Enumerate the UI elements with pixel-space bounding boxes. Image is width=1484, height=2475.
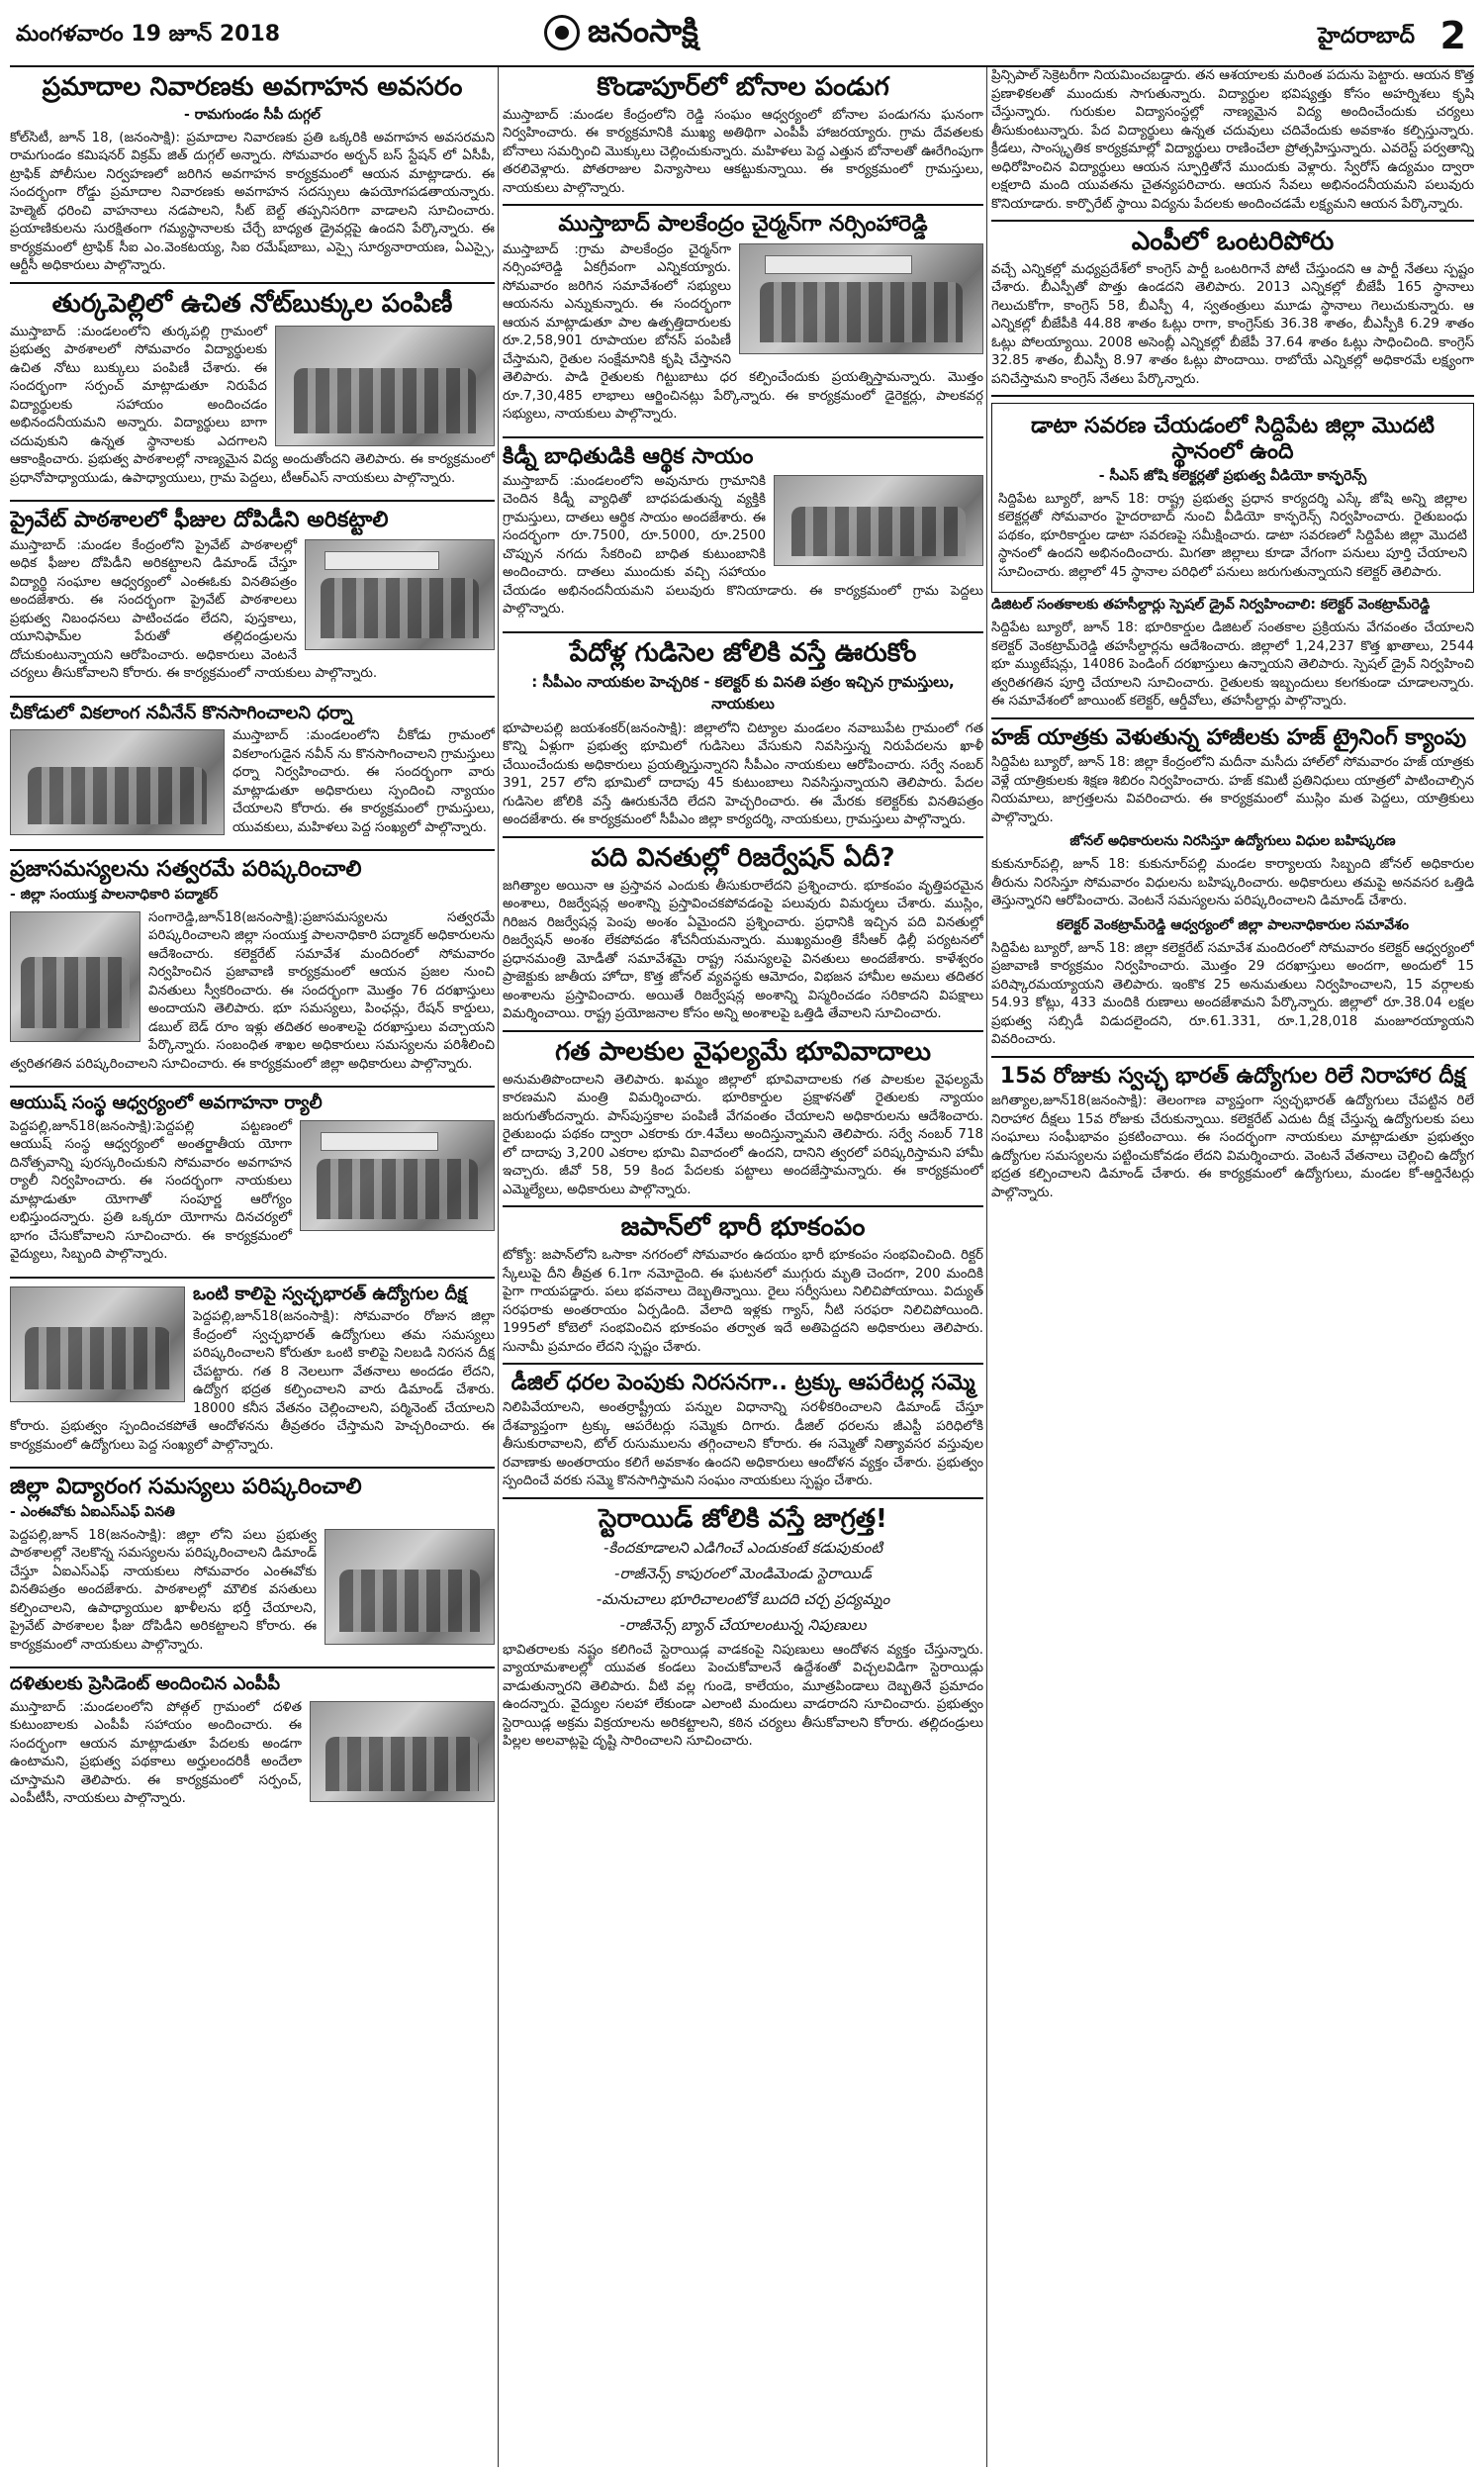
article-headline: ప్రైవేట్ పాఠశాలలో ఫీజుల దోపిడీని అరికట్టాలి — [10, 508, 389, 533]
article-headline: గత పాలకుల వైఫల్యమే భూవివాదాలు — [555, 1036, 931, 1067]
divider — [503, 631, 983, 633]
article-kicker: - జిల్లా సంయుక్త పాలనాధికారి పద్మాకర్ — [10, 886, 219, 903]
article-subhead: కలెక్టర్ వెంకట్రామ్‌రెడ్డి ఆధ్వర్యంలో జిల్లా పాలనాధికారుల సమావేశం — [1057, 916, 1409, 933]
article-body: పెద్దపల్లి,జూన్18(జనంసాక్షి):పెద్దపల్లి పట్టణంలో ఆయుష్ సంస్థ ఆధ్వర్యంలో అంతర్జాతీయ యోగా దినోత్సవాన్ని పురస్కరించుకుని సోమవారం అవగాహన ర్యాలీ నిర్వహించారు. ఈ సందర్భంగా నాయకులు మాట్లాడుతూ యోగాతో సంపూర్ణ ఆరోగ్యం లభిస్తుందన్నారు. ప్రతి ఒక్కరూ యోగాను దినచర్యలో భాగం చేసుకోవాలని సూచించారు. ఈ కార్యక్రమంలో వైద్యులు, సిబ్బంది పాల్గొన్నారు. — [10, 1118, 292, 1263]
article-body: ముస్తాబాద్ :గ్రామ పాలకేంద్రం చైర్మన్‌గా నర్సింహారెడ్డి ఏకగ్రీవంగా ఎన్నికయ్యారు. సోమవారం జరిగిన సమావేశంలో సభ్యులు ఆయనను ఎన్నుకున్నారు. ఈ సందర్భంగా ఆయన మాట్లాడుతూ పాల ఉత్పత్తిదారులకు రూ.2,58,901 రూపాయల బోనస్ పంపిణీ చేస్తామని, రైతుల సంక్షేమానికి కృషి చేస్తానని తెలిపారు. పాడి రైతులకు గిట్టుబాటు ధర కల్పించేందుకు ప్రయత్నిస్తామన్నారు. మొత్తం రూ.7,30,485 లాభాలు ఆర్జించినట్లు పేర్కొన్నారు. ఈ కార్యక్రమంలో డైరెక్టర్లు, పాలకవర్గ సభ్యులు, నాయకులు పాల్గొన్నారు. — [503, 241, 983, 423]
news-photo — [310, 1701, 495, 1802]
article-kicker: - ఎంఈవోకు ఏఐఎస్ఎఫ్ వినతి — [10, 1503, 175, 1520]
divider — [503, 1030, 983, 1032]
article-headline: దళితులకు ప్రెసిడెంట్ అందించిన ఎంపీపీ — [10, 1673, 281, 1695]
article-body: జగిత్యాల అయినా ఆ ప్రస్తావన ఎందుకు తీసుకురాలేదని ప్రశ్నించారు. భూకంపం వృత్తిపరమైన అంశాలు, రిజర్వేషన్ల అంశాన్ని ప్రస్తావించకపోవడంపై పలువురు విమర్శలు చేశారు. ముస్లిం, గిరిజన రిజర్వేషన్ల పెంపు అంశం ఏమైందని ప్రశ్నించారు. ప్రధానికి ఇచ్చిన పది వినతుల్లో రిజర్వేషన్ అంశం లేకపోవడం శోచనీయమన్నారు. ముఖ్యమంత్రి కేసీఆర్ ఢిల్లీ పర్యటనలో ప్రధానమంత్రి మోడీతో సమావేశమై రాష్ట్ర సమస్యలపై వినతులు అందజేశారు. కాళేశ్వరం ప్రాజెక్టుకు జాతీయ హోదా, కొత్త జోనల్ వ్యవస్థకు ఆమోదం, విభజన హామీల అమలు తదితర అంశాలను ప్రస్తావించారు. అయితే రిజర్వేషన్ల అంశాన్ని విస్మరించడం సరికాదని విపక్షాలు విమర్శించాయి. రాష్ట్ర ప్రయోజనాల కోసం అన్ని అంశాలపై ఒత్తిడి తేవాలని సూచించారు. — [503, 878, 983, 1022]
edition-city: హైదరాబాద్ — [1318, 24, 1415, 48]
news-photo — [10, 1286, 185, 1402]
news-photo — [10, 729, 225, 835]
article-body: సిద్దిపేట బ్యూరో, జూన్ 18: రాష్ట్ర ప్రభుత్వ ప్రధాన కార్యదర్శి ఎస్కే జోషి అన్ని జిల్లాల కలెక్టర్లతో సోమవారం హైదరాబాద్ నుంచి వీడియో కాన్ఫరెన్స్ నిర్వహించారు. రైతుబంధు పథకం, భూరికార్డుల డాటా సవరణపై సమీక్షించారు. డాటా సవరణలో సిద్దిపేట జిల్లా మొదటి స్థానంలో ఉందని అభినందించారు. మిగతా జిల్లాలు కూడా వేగంగా పనులు పూర్తి చేయాలని సూచించారు. జిల్లాలో 45 స్థానాల పరిధిలో పనులు జరుగుతున్నాయని కలెక్టర్ తెలిపారు. — [998, 491, 1467, 580]
masthead — [10, 8, 1474, 67]
newspaper-logo — [544, 12, 698, 57]
article-headline: ఒంటి కాలిపై స్వచ్ఛభారత్ ఉద్యోగుల దీక్ష — [193, 1283, 467, 1304]
article-body: వచ్చే ఎన్నికల్లో మధ్యప్రదేశ్‌లో కాంగ్రెస్ పార్టీ ఒంటరిగానే పోటీ చేస్తుందని ఆ పార్టీ నేతలు స్పష్టం చేశారు. బీఎస్పీతో పొత్తు ఉండదని తెలిపారు. 2013 ఎన్నికల్లో బీజేపీ 165 స్థానాలు గెలుచుకోగా, కాంగ్రెస్ 58, బీఎస్పీ 4, స్వతంత్రులు మూడు స్థానాలు గెలుచుకున్నారు. ఆ ఎన్నికల్లో బీజేపీకి 44.88 శాతం ఓట్లు రాగా, కాంగ్రెస్‌కు 36.38 శాతం, బీఎస్పీకి 6.29 శాతం ఓట్లు పోలయ్యాయి. 2008 అసెంబ్లీ ఎన్నికల్లో బీజేపీ 37.64 శాతం ఓట్లు సాధించింది. కాంగ్రెస్ 32.85 శాతం, బీఎస్పీ 8.97 శాతం ఓట్లు పొందాయి. రాబోయే ఎన్నికల్లో అధికారమే లక్ష్యంగా పనిచేస్తామని కాంగ్రెస్ నేతలు పేర్కొన్నారు. — [991, 261, 1474, 387]
article-headline: ప్రజాసమస్యలను సత్వరమే పరిష్కరించాలి — [10, 857, 362, 883]
divider — [503, 436, 983, 438]
news-photo — [275, 326, 495, 446]
divider — [991, 717, 1474, 719]
article-kicker: - సీఎస్ జోషి కలెక్టర్లతో ప్రభుత్వ వీడియో కాన్ఫరెన్స్ — [1098, 467, 1367, 484]
article-body: భూపాలపల్లి జయశంకర్(జనంసాక్షి): జిల్లాలోని చిట్యాల మండలం నవాబుపేట గ్రామంలో గత కొన్ని ఏళ్లుగా ప్రభుత్వ భూమిలో గుడిసెలు వేసుకుని నివసిస్తున్న నిరుపేదలను ఖాళీ చేయించేందుకు అధికారులు ప్రయత్నిస్తున్నారని సీపీఎం నాయకులు ఆరోపించారు. సర్వే నంబర్ 391, 257 లోని భూమిలో దాదాపు 45 కుటుంబాలు నివసిస్తున్నాయని తెలిపారు. పేదల గుడిసెల జోలికి వస్తే ఊరుకునేది లేదని హెచ్చరించారు. ఈ మేరకు కలెక్టర్‌కు వినతిపత్రం అందజేశారు. ఈ కార్యక్రమంలో సీపీఎం జిల్లా కార్యదర్శి, నాయకులు, గ్రామస్తులు పాల్గొన్నారు. — [503, 720, 983, 828]
article-body: ముస్తాబాద్ :మండలంలోని చీకోడు గ్రామంలో వికలాంగుడైన నవీన్ ను కొనసాగించాలని గ్రామస్తులు ధర్నా నిర్వహించారు. ఈ సందర్భంగా వారు మాట్లాడుతూ అధికారులు స్పందించి న్యాయం చేయాలని కోరారు. ఈ కార్యక్రమంలో గ్రామస్తులు, యువకులు, మహిళలు పెద్ద సంఖ్యలో పాల్గొన్నారు. — [232, 728, 495, 835]
article-headline: హజ్ యాత్రకు వెళుతున్న హాజీలకు హజ్ ట్రైనింగ్ క్యాంపు — [991, 724, 1467, 750]
news-photo — [10, 911, 140, 1042]
divider — [503, 836, 983, 838]
news-photo — [774, 475, 983, 566]
divider — [503, 1497, 983, 1499]
article-subhead: జోనల్ అధికారులను నిరసిస్తూ ఉద్యోగులు విధుల బహిష్కరణ — [1069, 833, 1396, 850]
article-headline: పేదోళ్ల గుడిసెల జోలికి వస్తే ఊరుకోం — [569, 637, 917, 668]
divider — [10, 282, 495, 284]
article-kicker: - రామగుండం సీపీ దుగ్గల్ — [184, 106, 321, 123]
article-body: నిలిపివేయాలని, అంతర్రాష్ట్రీయ పన్నుల విధానాన్ని సరళీకరించాలని డిమాండ్ చేస్తూ దేశవ్యాప్తంగా ట్రక్కు ఆపరేటర్లు సమ్మెకు దిగారు. డీజిల్ ధరలను జీఎస్టీ పరిధిలోకి తీసుకురావాలని, టోల్ రుసుములను తగ్గించాలని కోరారు. ఈ సమ్మెతో నిత్యావసర వస్తువుల రవాణాకు అంతరాయం కలిగే అవకాశం ఉందని అధికారులు ఆందోళన వ్యక్తం చేశారు. ప్రభుత్వం స్పందించే వరకు సమ్మె కొనసాగిస్తామని సంఘం నాయకులు స్పష్టం చేశారు. — [503, 1400, 983, 1489]
article-headline: 15వ రోజుకు స్వచ్ఛ భారత్ ఉద్యోగుల రిలే నిరాహార దీక్ష — [999, 1063, 1466, 1089]
article-headline: ప్రమాదాల నివారణకు అవగాహన అవసరం — [42, 72, 463, 102]
news-photo — [739, 243, 983, 354]
article-headline: పది వినతుల్లో రిజర్వేషన్ ఏదీ? — [591, 842, 895, 873]
article-headline: డీజిల్ ధరల పెంపుకు నిరసనగా.. ట్రక్కు ఆపరేటర్ల సమ్మె — [510, 1371, 975, 1396]
column-1 — [10, 67, 495, 2467]
news-photo — [300, 1120, 495, 1231]
article-headline: డాటా సవరణ చేయడంలో సిద్దిపేట జిల్లా మొదటి స్థానంలో ఉంది — [1031, 414, 1435, 464]
article-body: కోల్‌సిటీ, జూన్ 18, (జనంసాక్షి): ప్రమాదాల నివారణకు ప్రతి ఒక్కరికి అవగాహన అవసరమని రామగుండం కమిషనర్ విక్రమ్ జిత్ దుగ్గల్ అన్నారు. సోమవారం అర్బన్ బస్ స్టేషన్ లో ఏసీపీ, ట్రాఫిక్ పోలీసుల నిర్వహణలో జరిగిన అవగాహన కార్యక్రమంలో ఆయన మాట్లాడారు. ఈ సందర్భంగా రోడ్డు ప్రమాదాల నివారణకు అవగాహన సదస్సులు ఉపయోగపడతాయన్నారు. హెల్మెట్ ధరించి వాహనాలు నడపాలని, సీట్ బెల్ట్ తప్పనిసరిగా వాడాలని సూచించారు. ప్రయాణికులను సురక్షితంగా గమ్యస్థానాలకు చేర్చే బాధ్యత డ్రైవర్లపై ఉందని పేర్కొన్నారు. ఈ కార్యక్రమంలో ట్రాఫిక్ సీఐ ఎం.వెంకటయ్య, సిఐ రమేష్‌బాబు, ఎస్సై సూర్యనారాయణ, ఏఎస్సై, ఆర్టీసీ అధికారులు పాల్గొన్నారు. — [10, 130, 495, 274]
article-body: పెద్దపల్లి,జూన్ 18(జనంసాక్షి): జిల్లా లోని పలు ప్రభుత్వ పాఠశాలల్లో నెలకొన్న సమస్యలను పరిష్కరించాలని డిమాండ్ చేస్తూ ఏఐఎస్ఎఫ్ నాయకులు సోమవారం ఎంఈవోకు వినతిపత్రం అందజేశారు. పాఠశాలల్లో మౌలిక వసతులు కల్పించాలని, ఉపాధ్యాయుల ఖాళీలను భర్తీ చేయాలని, ప్రైవేట్ పాఠశాలల ఫీజు దోపిడీని అరికట్టాలని కోరారు. ఈ కార్యక్రమంలో నాయకులు పాల్గొన్నారు. — [10, 1527, 317, 1653]
article-headline: ఎంపీలో ఒంటరిపోరు — [1131, 227, 1335, 256]
divider — [503, 1363, 983, 1365]
article-headline: తుర్కపెల్లిలో ఉచిత నోట్‌బుక్కుల పంపిణీ — [51, 288, 453, 319]
article-headline: జపాన్‌లో భారీ భూకంపం — [620, 1212, 866, 1243]
columns — [10, 67, 1474, 2467]
column-divider — [986, 67, 987, 2467]
divider — [10, 1467, 495, 1469]
article-body: సిద్దిపేట బ్యూరో, జూన్ 18: భూరికార్డుల డిజిటల్ సంతకాల ప్రక్రియను వేగవంతం చేయాలని కలెక్టర్ వెంకట్రామ్‌రెడ్డి తహసీల్దార్లను ఆదేశించారు. జిల్లాలో 1,24,237 కొత్త ఖాతాలు, 2544 భూ మ్యుటేషన్లు, 14086 పెండింగ్ దరఖాస్తులు ఉన్నాయని తెలిపారు. స్పెషల్ డ్రైవ్ నిర్వహించి త్వరితగతిన పూర్తి చేయాలని సూచించారు. రైతులకు ఇబ్బందులు కలగకుండా చూడాలన్నారు. ఈ సమావేశంలో జాయింట్ కలెక్టర్, ఆర్డీవోలు, తహసీల్దార్లు పాల్గొన్నారు. — [991, 620, 1474, 710]
boxed-article — [991, 403, 1474, 593]
divider — [10, 1666, 495, 1668]
article-body: ముస్తాబాద్ :మండలంలోని తుర్కపల్లి గ్రామంలో ప్రభుత్వ పాఠశాలలో సోమవారం విద్యార్థులకు ఉచిత నోటు బుక్కులు పంపిణీ చేశారు. ఈ సందర్భంగా సర్పంచ్ మాట్లాడుతూ నిరుపేద విద్యార్థులకు సహాయం అందించడం అభినందనీయమని అన్నారు. విద్యార్థులు బాగా చదువుకుని ఉన్నత స్థానాలకు ఎదగాలని ఆకాంక్షించారు. ప్రభుత్వ పాఠశాలల్లో నాణ్యమైన విద్య అందుతోందని తెలిపారు. ఈ కార్యక్రమంలో ప్రధానోపాధ్యాయుడు, ఉపాధ్యాయులు, గ్రామ పెద్దలు, టీఆర్ఎస్ నాయకులు పాల్గొన్నారు. — [10, 324, 495, 486]
divider — [10, 696, 495, 698]
article-dek: -రాజీనెన్స్ బ్యాన్ చేయాలంటున్న నిపుణులు — [619, 1615, 867, 1634]
article-headline: జిల్లా విద్యారంగ సమస్యలు పరిష్కరించాలి — [10, 1475, 362, 1500]
sun-logo-icon — [544, 15, 580, 50]
article-body: ప్రిన్సిపాల్ సెక్రెటరీగా నియమించబడ్డారు. తన ఆశయాలకు మరింత పదును పెట్టారు. ఆయన కొత్త ప్రణాళికలతో ముందుకు సాగుతున్నారు. విద్యార్థుల భవిష్యత్తు కోసం అహర్నిశలు కృషి చేస్తున్నారు. గురుకుల విద్యాసంస్థల్లో నాణ్యమైన విద్య అందించేందుకు చర్యలు తీసుకుంటున్నారు. పేద విద్యార్థులు ఉన్నత చదువులు చదివేందుకు అవకాశం కల్పిస్తున్నారు. క్రీడలు, సాంస్కృతిక కార్యక్రమాల్లో విద్యార్థులు రాణించేలా ప్రోత్సహిస్తున్నారు. ఎవరెస్ట్ పర్వతాన్ని అధిరోహించిన విద్యార్థులు ఆయన స్ఫూర్తితోనే ముందుకు వెళ్లారు. స్వేరోస్ ఉద్యమం ద్వారా లక్షలాది మంది యువతను చైతన్యపరిచారు. ఆయన సేవలు అభినందనీయమని పలువురు కొనియాడారు. కార్పొరేట్ స్థాయి విద్యను పేదలకు అందించడమే లక్ష్యమని ఆయన పేర్కొన్నారు. — [991, 68, 1474, 212]
article-body: సంగారెడ్డి,జూన్18(జనంసాక్షి):ప్రజాసమస్యలను సత్వరమే పరిష్కరించాలని జిల్లా సంయుక్త పాలనాధికారి పద్మాకర్ అధికారులను ఆదేశించారు. కలెక్టరేట్ సమావేశ మందిరంలో సోమవారం నిర్వహించిన ప్రజావాణి కార్యక్రమంలో ఆయన ప్రజల నుంచి వినతులు స్వీకరించారు. ఈ సందర్భంగా మొత్తం 76 దరఖాస్తులు అందాయని తెలిపారు. భూ సమస్యలు, పింఛన్లు, రేషన్ కార్డులు, డబుల్ బెడ్ రూం ఇళ్లు తదితర అంశాలపై దరఖాస్తులు వచ్చాయని పేర్కొన్నారు. సంబంధిత శాఖల అధికారులు సమస్యలను పరిశీలించి త్వరితగతిన పరిష్కరించాలని సూచించారు. ఈ కార్యక్రమంలో జిల్లా అధికారులు పాల్గొన్నారు. — [10, 909, 495, 1072]
divider — [10, 1086, 495, 1088]
article-subhead: డిజిటల్ సంతకాలకు తహసీల్దార్లు స్పెషల్ డ్రైవ్ నిర్వహించాలి: కలెక్టర్ వెంకట్రామ్‌రెడ్డి — [991, 597, 1431, 614]
divider — [991, 220, 1474, 222]
article-dek: -మనుచాలు భూరిచాలంటోకే బుదది చర్చ ప్రద్యమ్నం — [596, 1589, 890, 1608]
article-body: ముస్తాబాద్ :మండలంలోని అవునూరు గ్రామానికి చెందిన కిడ్నీ వ్యాధితో బాధపడుతున్న వ్యక్తికి గ్రామస్తులు, దాతలు ఆర్థిక సాయం అందజేశారు. ఈ సందర్భంగా రూ.7500, రూ.5000, రూ.2500 చొప్పున నగదు సేకరించి బాధిత కుటుంబానికి అందించారు. దాతలు ముందుకు వచ్చి సహాయం చేయడం అభినందనీయమని పలువురు కొనియాడారు. ఈ కార్యక్రమంలో గ్రామ పెద్దలు పాల్గొన్నారు. — [503, 473, 983, 618]
news-photo — [325, 1529, 495, 1645]
article-headline: కిడ్నీ బాధితుడికి ఆర్థిక సాయం — [503, 443, 754, 469]
article-body: భావితరాలకు నష్టం కలిగించే స్టెరాయిడ్ల వాడకంపై నిపుణులు ఆందోళన వ్యక్తం చేస్తున్నారు. వ్యాయామశాలల్లో యువత కండలు పెంచుకోవాలనే ఉద్దేశంతో విచ్చలవిడిగా స్టెరాయిడ్లు వాడుతున్నారని తెలిపారు. వీటి వల్ల గుండె, కాలేయం, మూత్రపిండాలు దెబ్బతినే ప్రమాదం ఉందన్నారు. వైద్యుల సలహా లేకుండా ఎలాంటి మందులు వాడరాదని సూచించారు. ప్రభుత్వం స్టెరాయిడ్ల అక్రమ విక్రయాలను అరికట్టాలని, కఠిన చర్యలు తీసుకోవాలని కోరారు. తల్లిదండ్రులు పిల్లల అలవాట్లపై దృష్టి సారించాలని సూచించారు. — [503, 1642, 983, 1750]
article-body: సిద్దిపేట బ్యూరో, జూన్ 18: జిల్లా కేంద్రంలోని మదీనా మసీదు హాల్‌లో సోమవారం హజ్ యాత్రకు వెళ్లే యాత్రికులకు శిక్షణ శిబిరం నిర్వహించారు. హజ్ కమిటీ ప్రతినిధులు యాత్రలో పాటించాల్సిన నియమాలు, జాగ్రత్తలను వివరించారు. ఈ కార్యక్రమంలో ముస్లిం మత పెద్దలు, యాత్రికులు పాల్గొన్నారు. — [991, 755, 1474, 825]
article-dek: -రాజీనెన్స్ కాపురంలో మెండిమెండు స్టెరాయిడ్ — [614, 1564, 872, 1582]
article-headline: చీకోడులో వికలాంగ నవీనేన్ కొనసాగించాలని ధర్నా — [10, 702, 353, 723]
column-3 — [991, 67, 1474, 2467]
issue-date: మంగళవారం 19 జూన్ 2018 — [16, 22, 281, 47]
news-photo — [305, 539, 495, 650]
logo-text: జనంసాక్షి — [588, 12, 698, 49]
article-body: ముస్తాబాద్ :మండలంలోని పోత్గల్ గ్రామంలో దళిత కుటుంబాలకు ఎంపీపీ సహాయం అందించారు. ఈ సందర్భంగా ఆయన మాట్లాడుతూ పేదలకు అండగా ఉంటామని, ప్రభుత్వ పథకాలు అర్హులందరికీ అందేలా చూస్తామని తెలిపారు. ఈ కార్యక్రమంలో సర్పంచ్, ఎంపీటీసీ, నాయకులు పాల్గొన్నారు. — [10, 1699, 302, 1807]
article-body: కుకునూర్‌పల్లి, జూన్ 18: కుకునూర్‌పల్లి మండల కార్యాలయ సిబ్బంది జోనల్ అధికారుల తీరును నిరసిస్తూ సోమవారం విధులను బహిష్కరించారు. అధికారులు తమపై అనవసర ఒత్తిడి తెస్తున్నారని ఆరోపించారు. వెంటనే సమస్యలను పరిష్కరించాలని డిమాండ్ చేశారు. — [991, 857, 1474, 909]
divider — [10, 849, 495, 851]
article-body: ముస్తాబాద్ :మండల కేంద్రంలోని ప్రైవేట్ పాఠశాలల్లో అధిక ఫీజుల దోపిడీని అరికట్టాలని డిమాండ్ చేస్తూ విద్యార్థి సంఘాల ఆధ్వర్యంలో ఎంఈఓకు వినతిపత్రం అందజేశారు. ఈ సందర్భంగా ప్రైవేట్ పాఠశాలలు ప్రభుత్వ నిబంధనలు పాటించడం లేదని, పుస్తకాలు, యూనిఫామ్‌ల పేరుతో తల్లిదండ్రులను దోచుకుంటున్నాయని ఆరోపించారు. అధికారులు వెంటనే చర్యలు తీసుకోవాలని కోరారు. ఈ కార్యక్రమంలో నాయకులు పాల్గొన్నారు. — [10, 537, 378, 682]
divider — [503, 1205, 983, 1207]
article-headline: స్టెరాయిడ్ జోలికి వస్తే జాగ్రత్త! — [599, 1503, 887, 1534]
column-divider — [498, 67, 499, 2467]
page-number: 2 — [1439, 14, 1466, 57]
article-body: అనుమతిపొందాలని తెలిపారు. ఖమ్మం జిల్లాలో భూవివాదాలకు గత పాలకుల వైఫల్యమే కారణమని మంత్రి విమర్శించారు. భూరికార్డుల ప్రక్షాళనతో రైతులకు న్యాయం జరుగుతోందన్నారు. పాస్‌పుస్తకాల పంపిణీ వేగవంతం చేయాలని అధికారులను ఆదేశించారు. రైతుబంధు పథకం ద్వారా ఎకరాకు రూ.4వేలు అందిస్తున్నామని తెలిపారు. సర్వే నంబర్ 718 లో దాదాపు 3,200 ఎకరాల భూమి వివాదంలో ఉందని, దానిని త్వరలో పరిష్కరిస్తామని హామీ ఇచ్చారు. జీవో 58, 59 కింద పేదలకు పట్టాలు అందజేస్తామన్నారు. ఈ కార్యక్రమంలో ఎమ్మెల్యేలు, అధికారులు పాల్గొన్నారు. — [503, 1072, 983, 1197]
divider — [10, 500, 495, 502]
article-dek: : సీపీఎం నాయకుల హెచ్చరిక - కలెక్టర్ కు వినతి పత్రం ఇచ్చిన గ్రామస్తులు, నాయకులు — [531, 672, 955, 713]
divider — [991, 395, 1474, 397]
article-headline: ముస్తాబాద్ పాలకేంద్రం చైర్మన్‌గా నర్సింహారెడ్డి — [558, 212, 928, 238]
article-body: టోక్యో: జపాన్‌లోని ఒసాకా నగరంలో సోమవారం ఉదయం భారీ భూకంపం సంభవించింది. రిక్టర్ స్కేలుపై దీని తీవ్రత 6.1గా నమోదైంది. ఈ ఘటనలో ముగ్గురు మృతి చెందగా, 200 మందికి పైగా గాయపడ్డారు. పలు భవనాలు దెబ్బతిన్నాయి. రైలు సర్వీసులు నిలిచిపోయాయి. విద్యుత్ సరఫరాకు అంతరాయం ఏర్పడింది. వేలాది ఇళ్లకు గ్యాస్, నీటి సరఫరా నిలిచిపోయింది. 1995లో కోబెలో సంభవించిన భూకంపం తర్వాత ఇదే అతిపెద్దదని అధికారులు తెలిపారు. సునామీ ప్రమాదం లేదని స్పష్టం చేశారు. — [503, 1248, 983, 1355]
article-body: సిద్దిపేట బ్యూరో, జూన్ 18: జిల్లా కలెక్టరేట్ సమావేశ మందిరంలో సోమవారం కలెక్టర్ ఆధ్వర్యంలో ప్రజావాణి కార్యక్రమం నిర్వహించారు. మొత్తం 29 దరఖాస్తులు అందగా, అందులో 15 పరిష్కారమయ్యాయని తెలిపారు. ఇంకొక 25 అనుమతులు నిర్వహించాలని, 15 వర్గాలకు 54.93 కోట్లు, 433 మందికి రుణాలు అందజేశామని పేర్కొన్నారు. జిల్లాలో రూ.38.04 లక్షల ప్రభుత్వ సబ్సిడీ విడుదలైందని, రూ.61.331, రూ.1,28,018 మంజూరయ్యాయని వివరించారు. — [991, 940, 1474, 1048]
article-body: ముస్తాబాద్ :మండల కేంద్రంలోని రెడ్డి సంఘం ఆధ్వర్యంలో బోనాల పండుగను ఘనంగా నిర్వహించారు. ఈ కార్యక్రమానికి ముఖ్య అతిథిగా ఎంపీపీ హాజరయ్యారు. గ్రామ దేవతలకు బోనాలు సమర్పించి మొక్కులు చెల్లించుకున్నారు. మహిళలు పెద్ద ఎత్తున బోనాలతో ఊరేగింపుగా తరలివెళ్లారు. పోతరాజుల విన్యాసాలు ఆకట్టుకున్నాయి. ఈ కార్యక్రమంలో గ్రామస్తులు, నాయకులు పాల్గొన్నారు. — [503, 107, 983, 196]
article-body: జగిత్యాల,జూన్18(జనంసాక్షి): తెలంగాణ వ్యాప్తంగా స్వచ్ఛభారత్ ఉద్యోగులు చేపట్టిన రిలే నిరాహార దీక్షలు 15వ రోజుకు చేరుకున్నాయి. కలెక్టరేట్ ఎదుట దీక్ష చేస్తున్న ఉద్యోగులకు పలు సంఘాలు సంఘీభావం ప్రకటించాయి. ఈ సందర్భంగా నాయకులు మాట్లాడుతూ ప్రభుత్వం ఉద్యోగుల సమస్యలను పట్టించుకోవడం లేదని విమర్శించారు. వెంటనే వేతనాలు చెల్లించి ఉద్యోగ భద్రత కల్పించాలని డిమాండ్ చేశారు. ఈ కార్యక్రమంలో ఉద్యోగులు, మండల కో-ఆర్డినేటర్లు పాల్గొన్నారు. — [991, 1094, 1474, 1200]
divider — [10, 1277, 495, 1279]
divider — [503, 204, 983, 206]
divider — [991, 1056, 1474, 1058]
article-headline: కొండాపూర్‌లో బోనాల పండుగ — [597, 72, 889, 102]
column-2 — [503, 67, 983, 2467]
article-headline: ఆయుష్ సంస్థ ఆధ్వర్యంలో అవగాహనా ర్యాలీ — [10, 1093, 323, 1114]
article-dek: -కిందకూడాలని ఎడిగించే ఎందుకంటే కడుపుకుంటి — [603, 1538, 882, 1557]
article-body: పెద్దపల్లి,జూన్18(జనంసాక్షి): సోమవారం రోజున జిల్లా కేంద్రంలో స్వచ్ఛభారత్ ఉద్యోగులు తమ సమస్యలు పరిష్కరించాలని కోరుతూ ఒంటి కాలిపై నిలబడి నిరసన దీక్ష చేపట్టారు. గత 8 నెలలుగా వేతనాలు అందడం లేదని, ఉద్యోగ భద్రత కల్పించాలని వారు డిమాండ్ చేశారు. 18000 కనీస వేతనం చెల్లించాలని, పర్మినెంట్ చేయాలని కోరారు. ప్రభుత్వం స్పందించకపోతే ఆందోళనను తీవ్రతరం చేస్తామని హెచ్చరించారు. ఈ కార్యక్రమంలో ఉద్యోగులు పెద్ద సంఖ్యలో పాల్గొన్నారు. — [10, 1309, 495, 1453]
